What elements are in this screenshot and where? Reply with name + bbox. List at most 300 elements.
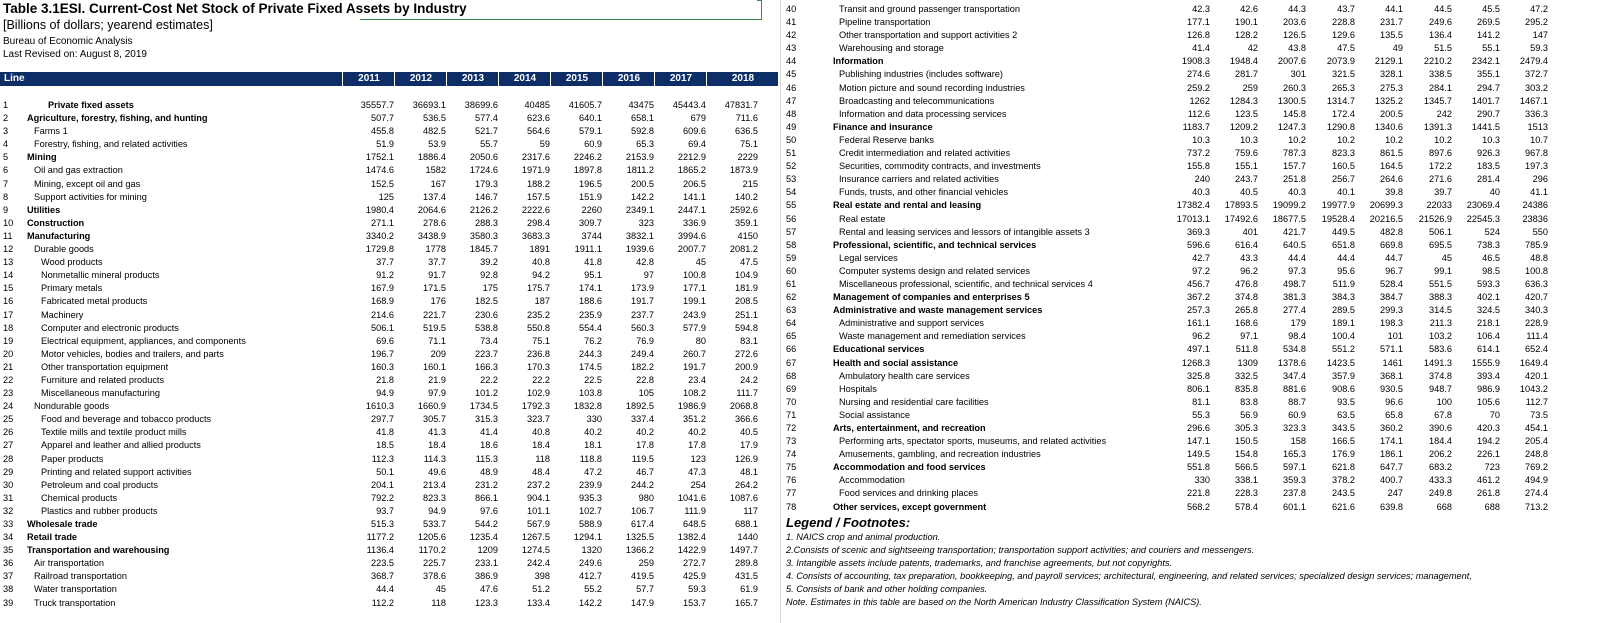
value-cell[interactable]: 45 [1441,252,1452,263]
line-number-cell[interactable]: 4 [3,139,9,150]
industry-label-cell[interactable]: Social assistance [839,409,910,420]
value-cell[interactable]: 1729.8 [365,244,394,255]
value-cell[interactable]: 71.1 [428,335,446,346]
value-cell[interactable]: 1873.9 [729,165,758,176]
value-cell[interactable]: 96.7 [1385,265,1403,276]
industry-label-cell[interactable]: Hospitals [839,383,877,394]
value-cell[interactable]: 17382.4 [1176,200,1210,211]
value-cell[interactable]: 340.3 [1525,305,1548,316]
value-cell[interactable]: 515.3 [371,519,394,529]
value-cell[interactable]: 260.3 [1283,82,1306,93]
line-number-cell[interactable]: 63 [786,305,797,316]
value-cell[interactable]: 305.3 [1235,423,1258,433]
value-cell[interactable]: 46.5 [1482,252,1500,263]
industry-label-cell[interactable]: Support activities for mining [34,191,147,202]
value-cell[interactable]: 651.8 [1332,239,1355,250]
value-cell[interactable]: 40.3 [1288,187,1306,198]
value-cell[interactable]: 198.3 [1380,318,1403,329]
value-cell[interactable]: 106.7 [631,505,654,516]
value-cell[interactable]: 59.3 [1530,43,1548,54]
industry-label-cell[interactable]: Nonmetallic mineral products [41,270,160,281]
industry-label-cell[interactable]: Pipeline transportation [839,17,931,28]
value-cell[interactable]: 177.1 [1187,17,1210,28]
industry-label-cell[interactable]: Transportation and warehousing [27,545,170,556]
industry-label-cell[interactable]: Primary metals [41,283,103,294]
value-cell[interactable]: 45 [435,584,446,595]
value-cell[interactable]: 168.6 [1235,318,1258,329]
value-cell[interactable]: 271.6 [1429,174,1452,185]
value-cell[interactable]: 926.3 [1477,148,1500,159]
value-cell[interactable]: 2349.1 [625,204,654,215]
value-cell[interactable]: 2153.9 [625,152,654,163]
value-cell[interactable]: 55.7 [480,139,498,150]
revised-label[interactable]: Last Revised on: August 8, 2019 [3,49,147,60]
value-cell[interactable]: 57.7 [636,584,654,595]
value-cell[interactable]: 640.1 [579,113,602,124]
value-cell[interactable]: 1268.3 [1181,357,1210,368]
value-cell[interactable]: 305.7 [423,414,446,425]
value-cell[interactable]: 239.9 [579,479,602,490]
value-cell[interactable]: 174.5 [579,361,602,372]
value-cell[interactable]: 337.4 [631,414,654,425]
value-cell[interactable]: 623.6 [527,113,550,124]
value-cell[interactable]: 99.1 [1434,265,1452,276]
value-cell[interactable]: 303.2 [1525,82,1548,93]
value-cell[interactable]: 36693.1 [412,100,446,110]
value-cell[interactable]: 39.8 [1385,187,1403,198]
value-cell[interactable]: 10.3 [1192,134,1210,145]
value-cell[interactable]: 343.5 [1332,423,1355,433]
industry-label-cell[interactable]: Air transportation [34,558,104,569]
value-cell[interactable]: 94.9 [428,505,446,516]
industry-label-cell[interactable]: Nondurable goods [34,401,110,412]
value-cell[interactable]: 386.9 [475,571,498,582]
line-number-cell[interactable]: 16 [3,296,14,307]
industry-label-cell[interactable]: Real estate [839,213,886,224]
industry-label-cell[interactable]: Truck transportation [34,597,116,608]
value-cell[interactable]: 244.2 [631,479,654,490]
industry-label-cell[interactable]: Arts, entertainment, and recreation [833,423,986,433]
line-number-cell[interactable]: 11 [3,230,13,241]
value-cell[interactable]: 368.7 [371,571,394,582]
value-cell[interactable]: 378.6 [423,571,446,582]
value-cell[interactable]: 223.5 [371,558,394,569]
value-cell[interactable]: 43.7 [1337,4,1355,14]
value-cell[interactable]: 4150 [737,230,758,241]
value-cell[interactable]: 18.4 [428,440,446,451]
value-cell[interactable]: 48.1 [740,466,758,477]
value-cell[interactable]: 76.2 [584,335,602,346]
value-cell[interactable]: 141.2 [1477,30,1500,41]
value-cell[interactable]: 550.8 [527,322,550,333]
value-cell[interactable]: 22.8 [636,374,654,385]
line-number-cell[interactable]: 73 [786,436,797,447]
value-cell[interactable]: 200.9 [735,361,758,372]
value-cell[interactable]: 17.9 [740,440,758,451]
value-cell[interactable]: 367.2 [1187,292,1210,303]
value-cell[interactable]: 91.2 [376,270,394,281]
value-cell[interactable]: 42.7 [1192,252,1210,263]
footnote[interactable]: 2.Consists of scenic and sightseeing transportation; transportation support activities; and couriers and messengers. [786,545,1255,555]
industry-label-cell[interactable]: Warehousing and storage [839,43,944,54]
value-cell[interactable]: 636.5 [735,126,758,137]
value-cell[interactable]: 823.3 [423,492,446,503]
value-cell[interactable]: 17492.6 [1224,213,1258,224]
line-number-cell[interactable]: 66 [786,344,797,355]
industry-label-cell[interactable]: Amusements, gambling, and recreation industries [839,449,1041,460]
value-cell[interactable]: 47.6 [480,584,498,595]
value-cell[interactable]: 22.5 [584,374,602,385]
value-cell[interactable]: 1043.2 [1519,383,1548,394]
value-cell[interactable]: 908.6 [1332,383,1355,394]
year-header[interactable]: 2016 [602,72,655,86]
value-cell[interactable]: 897.6 [1429,148,1452,159]
value-cell[interactable]: 2479.4 [1519,56,1548,67]
industry-label-cell[interactable]: Food and beverage and tobacco products [41,414,212,425]
value-cell[interactable]: 835.8 [1235,383,1258,394]
industry-label-cell[interactable]: Publishing industries (includes software) [839,69,1003,80]
value-cell[interactable]: 10.2 [1385,134,1403,145]
value-cell[interactable]: 97.2 [1192,265,1210,276]
value-cell[interactable]: 592.8 [631,126,654,137]
value-cell[interactable]: 45443.4 [672,100,706,110]
industry-label-cell[interactable]: Securities, commodity contracts, and investments [839,161,1041,172]
value-cell[interactable]: 218.1 [1477,318,1500,329]
line-number-cell[interactable]: 54 [786,187,797,198]
value-cell[interactable]: 324.5 [1477,305,1500,316]
value-cell[interactable]: 823.3 [1332,148,1355,159]
value-cell[interactable]: 51.9 [376,139,394,150]
line-number-cell[interactable]: 77 [786,488,797,499]
value-cell[interactable]: 461.2 [1477,475,1500,486]
value-cell[interactable]: 142.2 [631,191,654,202]
value-cell[interactable]: 297.7 [371,414,394,425]
line-number-cell[interactable]: 59 [786,252,797,263]
industry-label-cell[interactable]: Mining [27,152,57,163]
value-cell[interactable]: 152.5 [371,178,394,189]
value-cell[interactable]: 420.7 [1525,292,1548,303]
value-cell[interactable]: 93.7 [376,505,394,516]
value-cell[interactable]: 165.7 [735,597,758,608]
value-cell[interactable]: 1325.5 [625,532,654,543]
value-cell[interactable]: 1778 [425,244,446,255]
value-cell[interactable]: 17013.1 [1176,213,1210,224]
value-cell[interactable]: 792.2 [371,492,394,503]
value-cell[interactable]: 257.3 [1187,305,1210,316]
value-cell[interactable]: 384.7 [1380,292,1403,303]
value-cell[interactable]: 1610.3 [365,401,394,412]
industry-label-cell[interactable]: Utilities [27,204,61,215]
value-cell[interactable]: 528.4 [1380,278,1403,289]
value-cell[interactable]: 123.3 [475,597,498,608]
value-cell[interactable]: 221.8 [1187,488,1210,499]
value-cell[interactable]: 536.5 [423,113,446,124]
value-cell[interactable]: 95.1 [584,270,602,281]
value-cell[interactable]: 388.3 [1429,292,1452,303]
value-cell[interactable]: 206.2 [1429,449,1452,460]
value-cell[interactable]: 108.2 [683,388,706,399]
value-cell[interactable]: 237.8 [1283,488,1306,499]
value-cell[interactable]: 1366.2 [625,545,654,556]
value-cell[interactable]: 59.3 [688,584,706,595]
value-cell[interactable]: 237.7 [631,309,654,320]
value-cell[interactable]: 171.5 [423,283,446,294]
value-cell[interactable]: 511.8 [1235,344,1258,355]
value-cell[interactable]: 167.9 [371,283,394,294]
value-cell[interactable]: 118 [535,453,550,464]
value-cell[interactable]: 211.3 [1429,318,1452,329]
value-cell[interactable]: 935.3 [579,492,602,503]
value-cell[interactable]: 1811.2 [626,165,654,176]
value-cell[interactable]: 48.8 [1530,252,1548,263]
value-cell[interactable]: 249.6 [1429,17,1452,28]
value-cell[interactable]: 228.3 [1235,488,1258,499]
value-cell[interactable]: 614.1 [1477,344,1500,355]
value-cell[interactable]: 60.9 [1288,409,1306,420]
value-cell[interactable]: 251.1 [735,309,758,320]
value-cell[interactable]: 22545.3 [1466,213,1500,224]
value-cell[interactable]: 214.6 [371,309,394,320]
value-cell[interactable]: 264.2 [735,479,758,490]
value-cell[interactable]: 381.3 [1283,292,1306,303]
value-cell[interactable]: 69.6 [376,335,394,346]
value-cell[interactable]: 647.7 [1380,462,1403,473]
industry-label-cell[interactable]: Ambulatory health care services [839,370,970,381]
value-cell[interactable]: 3744 [581,230,602,241]
value-cell[interactable]: 866.1 [475,492,498,503]
value-cell[interactable]: 296 [1532,174,1548,185]
industry-label-cell[interactable]: Apparel and leather and allied products [41,440,201,451]
value-cell[interactable]: 196.7 [371,348,394,359]
value-cell[interactable]: 95.6 [1337,265,1355,276]
value-cell[interactable]: 274.4 [1525,488,1548,499]
industry-label-cell[interactable]: Finance and insurance [833,121,933,132]
value-cell[interactable]: 83.1 [740,335,758,346]
line-number-cell[interactable]: 55 [786,200,797,211]
value-cell[interactable]: 455.8 [371,126,394,137]
line-number-cell[interactable]: 42 [786,30,797,41]
value-cell[interactable]: 1986.9 [677,401,706,412]
value-cell[interactable]: 96.2 [1192,331,1210,342]
industry-label-cell[interactable]: Forestry, fishing, and related activities [34,139,188,150]
value-cell[interactable]: 2050.6 [469,152,498,163]
value-cell[interactable]: 534.8 [1283,344,1306,355]
line-number-cell[interactable]: 78 [786,501,797,512]
value-cell[interactable]: 249.4 [631,348,654,359]
value-cell[interactable]: 578.4 [1235,501,1258,512]
value-cell[interactable]: 338.5 [1429,69,1452,80]
value-cell[interactable]: 1845.7 [469,244,498,255]
value-cell[interactable]: 1170.2 [418,545,446,556]
value-cell[interactable]: 1183.7 [1182,121,1210,132]
value-cell[interactable]: 1345.7 [1423,95,1452,106]
value-cell[interactable]: 161.1 [1187,318,1210,329]
value-cell[interactable]: 289.8 [735,558,758,569]
value-cell[interactable]: 172.4 [1332,108,1355,119]
value-cell[interactable]: 153.7 [683,597,706,608]
year-header[interactable]: 2018 [706,72,779,86]
value-cell[interactable]: 174.1 [579,283,602,294]
industry-label-cell[interactable]: Professional, scientific, and technical services [833,239,1037,250]
value-cell[interactable]: 200.5 [1380,108,1403,119]
value-cell[interactable]: 621.8 [1332,462,1355,473]
value-cell[interactable]: 621.6 [1332,501,1355,512]
value-cell[interactable]: 1382.4 [677,532,706,543]
line-number-cell[interactable]: 62 [786,292,797,303]
value-cell[interactable]: 275.3 [1380,82,1403,93]
line-number-cell[interactable]: 28 [3,453,14,464]
industry-label-cell[interactable]: Food services and drinking places [839,488,978,499]
value-cell[interactable]: 96.2 [1240,265,1258,276]
value-cell[interactable]: 123.5 [1235,108,1258,119]
value-cell[interactable]: 104.9 [735,270,758,281]
value-cell[interactable]: 421.7 [1283,226,1306,237]
value-cell[interactable]: 278.6 [423,217,446,228]
value-cell[interactable]: 55.3 [1192,409,1210,420]
value-cell[interactable]: 60.9 [584,139,602,150]
industry-label-cell[interactable]: Railroad transportation [34,571,127,582]
source-label[interactable]: Bureau of Economic Analysis [3,36,133,47]
value-cell[interactable]: 511.9 [1332,278,1355,289]
value-cell[interactable]: 166.3 [475,361,498,372]
value-cell[interactable]: 378.2 [1332,475,1355,486]
value-cell[interactable]: 98.5 [1482,265,1500,276]
value-cell[interactable]: 44.3 [1288,4,1306,14]
value-cell[interactable]: 688 [1484,501,1500,512]
value-cell[interactable]: 1136.4 [366,545,394,556]
value-cell[interactable]: 243.5 [1332,488,1355,499]
industry-label-cell[interactable]: Wood products [41,257,103,268]
value-cell[interactable]: 281.4 [1477,174,1500,185]
industry-label-cell[interactable]: Miscellaneous professional, scientific, and technical services 4 [839,278,1093,289]
value-cell[interactable]: 787.3 [1283,148,1306,159]
value-cell[interactable]: 881.6 [1283,383,1306,394]
value-cell[interactable]: 519.5 [423,322,446,333]
value-cell[interactable]: 228.8 [1332,17,1355,28]
value-cell[interactable]: 51.2 [532,584,550,595]
value-cell[interactable]: 133.4 [527,597,550,608]
value-cell[interactable]: 1752.1 [365,152,394,163]
value-cell[interactable]: 151.9 [579,191,602,202]
line-number-cell[interactable]: 35 [3,545,14,556]
value-cell[interactable]: 2007.6 [1277,56,1306,67]
value-cell[interactable]: 190.1 [1235,17,1258,28]
value-cell[interactable]: 351.2 [683,414,706,425]
value-cell[interactable]: 18.1 [584,440,602,451]
industry-label-cell[interactable]: Broadcasting and telecommunications [839,95,995,106]
industry-label-cell[interactable]: Rental and leasing services and lessors of intangible assets 3 [839,226,1090,237]
value-cell[interactable]: 243.7 [1235,174,1258,185]
table-subtitle[interactable]: [Billions of dollars; yearend estimates] [3,18,213,32]
value-cell[interactable]: 39.2 [480,257,498,268]
industry-label-cell[interactable]: Other services, except government [833,501,987,512]
industry-label-cell[interactable]: Farms 1 [34,126,68,137]
value-cell[interactable]: 43.8 [1288,43,1306,54]
value-cell[interactable]: 42 [1247,43,1258,54]
value-cell[interactable]: 41.4 [1192,43,1210,54]
value-cell[interactable]: 259.2 [1187,82,1210,93]
value-cell[interactable]: 158 [1290,436,1306,447]
value-cell[interactable]: 42.6 [1240,4,1258,14]
footnote[interactable]: 3. Intangible assets include patents, trademarks, and franchise agreements, but not copyrights. [786,558,1173,568]
value-cell[interactable]: 181.9 [735,283,758,294]
industry-label-cell[interactable]: Mining, except oil and gas [34,178,141,189]
value-cell[interactable]: 67.8 [1434,409,1452,420]
value-cell[interactable]: 564.6 [527,126,550,137]
line-number-cell[interactable]: 65 [786,331,797,342]
value-cell[interactable]: 97 [643,270,654,281]
line-number-cell[interactable]: 76 [786,475,797,486]
value-cell[interactable]: 39.7 [1434,187,1452,198]
industry-label-cell[interactable]: Other transportation equipment [41,361,169,372]
value-cell[interactable]: 231.2 [475,479,498,490]
table-title[interactable]: Table 3.1ESI. Current-Cost Net Stock of Private Fixed Assets by Industry [3,1,467,16]
value-cell[interactable]: 233.1 [475,558,498,569]
line-number-cell[interactable]: 33 [3,519,14,529]
line-number-cell[interactable]: 17 [3,309,14,320]
value-cell[interactable]: 597.1 [1283,462,1306,473]
value-cell[interactable]: 551.5 [1429,278,1452,289]
year-header[interactable]: 2011 [342,72,395,86]
value-cell[interactable]: 111.9 [684,505,706,516]
line-number-cell[interactable]: 58 [786,239,797,250]
value-cell[interactable]: 40.2 [636,427,654,438]
value-cell[interactable]: 41.4 [480,427,498,438]
value-cell[interactable]: 47.3 [688,466,706,477]
value-cell[interactable]: 723 [1484,462,1500,473]
value-cell[interactable]: 1582 [425,165,446,176]
value-cell[interactable]: 617.4 [631,519,654,529]
value-cell[interactable]: 1467.1 [1519,95,1548,106]
value-cell[interactable]: 544.2 [475,519,498,529]
industry-label-cell[interactable]: Furniture and related products [41,374,165,385]
line-number-cell[interactable]: 27 [3,440,14,451]
industry-label-cell[interactable]: Computer and electronic products [41,322,179,333]
line-number-cell[interactable]: 43 [786,43,797,54]
value-cell[interactable]: 498.7 [1283,278,1306,289]
value-cell[interactable]: 482.8 [1380,226,1403,237]
value-cell[interactable]: 2447.1 [677,204,706,215]
value-cell[interactable]: 2081.2 [729,244,758,255]
line-number-cell[interactable]: 72 [786,423,797,433]
line-number-cell[interactable]: 14 [3,270,14,281]
value-cell[interactable]: 785.9 [1525,239,1548,250]
value-cell[interactable]: 248.8 [1525,449,1548,460]
value-cell[interactable]: 249.8 [1429,488,1452,499]
value-cell[interactable]: 372.7 [1525,69,1548,80]
industry-label-cell[interactable]: Administrative and support services [839,318,985,329]
value-cell[interactable]: 384.3 [1332,292,1355,303]
value-cell[interactable]: 204.1 [371,479,394,490]
value-cell[interactable]: 497.1 [1187,344,1210,355]
line-number-cell[interactable]: 31 [3,492,14,503]
value-cell[interactable]: 609.6 [683,126,706,137]
value-cell[interactable]: 398 [534,571,550,582]
footnote[interactable]: 5. Consists of bank and other holding companies. [786,584,988,594]
value-cell[interactable]: 47.5 [1337,43,1355,54]
value-cell[interactable]: 97.6 [480,505,498,516]
value-cell[interactable]: 59 [539,139,550,150]
value-cell[interactable]: 3580.3 [469,230,498,241]
value-cell[interactable]: 186.1 [1380,449,1403,460]
value-cell[interactable]: 711.6 [735,113,758,124]
value-cell[interactable]: 41.8 [584,257,602,268]
value-cell[interactable]: 98.4 [1288,331,1306,342]
value-cell[interactable]: 2129.1 [1374,56,1403,67]
value-cell[interactable]: 188.6 [579,296,602,307]
value-cell[interactable]: 20216.5 [1369,213,1403,224]
value-cell[interactable]: 577.4 [475,113,498,124]
